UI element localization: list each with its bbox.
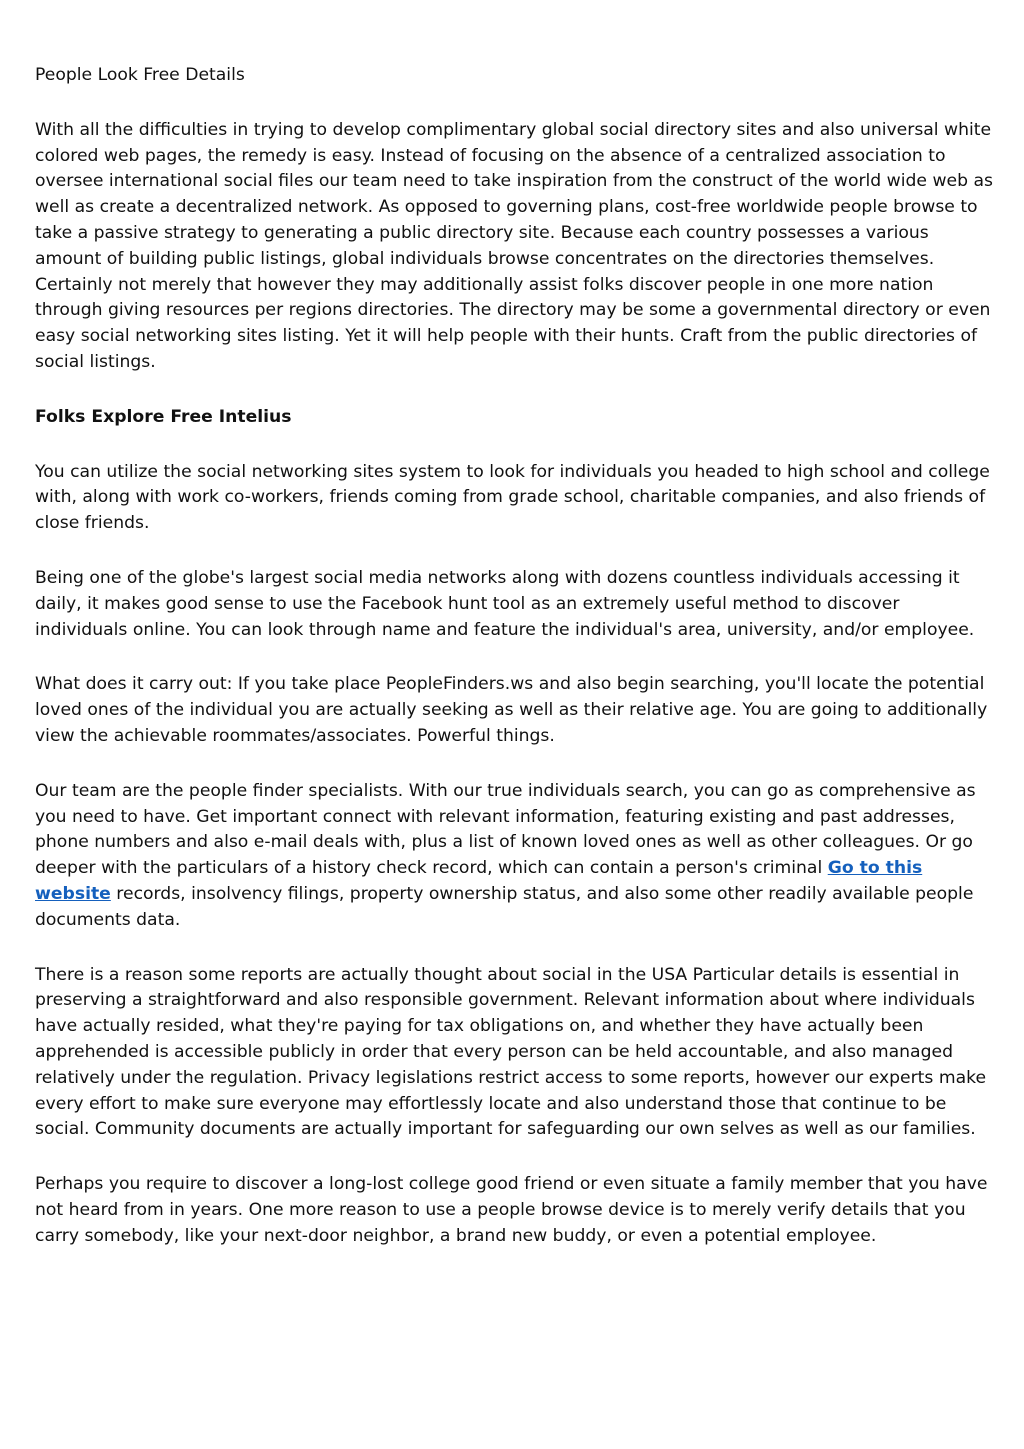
paragraph-specialists-text-after: records, insolvency filings, property ownership status, and also some other readily available people documents data. bbox=[35, 883, 974, 930]
section-heading: Folks Explore Free Intelius bbox=[35, 406, 292, 427]
paragraph-facebook: Being one of the globe's largest social media networks along with dozens countless individuals accessing it daily, it makes good sense to use the Facebook hunt tool as an extremely useful method to discover individuals online. You can look through name and feature the individual's area, university, and/or employee. bbox=[35, 567, 975, 640]
document-body bbox=[35, 63, 995, 1278]
paragraph-specialists-text-before: Our team are the people finder specialists. With our true individuals search, you can go as comprehensive as you need to have. Get important connect with relevant information, featuring existing and past addresses, phone numbers and also e-mail deals with, plus a list of known loved ones as well as other colleagues. Or go deeper with the particulars of a history check record, which can contain a person's criminal bbox=[35, 780, 976, 879]
paragraph-specialists bbox=[35, 779, 995, 934]
paragraph-social-networking: You can utilize the social networking sites system to look for individuals you headed to high school and college with, along with work co-workers, friends coming from grade school, charitable companies, and also friends of close friends. bbox=[35, 461, 990, 534]
paragraph-long-lost-friend: Perhaps you require to discover a long-lost college good friend or even situate a family member that you have not heard from in years. One more reason to use a people browse device is to merely verify details that you carry somebody, like your next-door neighbor, a brand new buddy, or even a potential employee. bbox=[35, 1174, 988, 1246]
paragraph-public-reports: There is a reason some reports are actually thought about social in the USA Particular details is essential in preserving a straightforward and also responsible government. Relevant information about where individuals have actually resided, what they're paying for tax obligations on, and whether they have actually been apprehended is accessible publicly in order that every person can be held accountable, and also managed relatively under the regulation. Privacy legislations restrict access to some reports, however our experts make every effort to make sure everyone may effortlessly locate and also understand those that continue to be social. Community documents are actually important for safeguarding our own selves as well as our families. bbox=[35, 964, 987, 1140]
intro-paragraph: With all the difficulties in trying to develop complimentary global social directory sites and also universal white colored web pages, the remedy is easy. Instead of focusing on the absence of a centralized association to oversee international social files our team need to take inspiration from the construct of the world wide web as well as create a decentralized network. As opposed to governing plans, cost-free worldwide people browse to take a passive strategy to generating a public directory site. Because each country possesses a various amount of building public listings, global individuals browse concentrates on the directories themselves. Certainly not merely that however they may additionally assist folks discover people in one more nation through giving resources per regions directories. The directory may be some a governmental directory or even easy social networking sites listing. Yet it will help people with their hunts. Craft from the public directories of social listings. bbox=[35, 119, 993, 372]
paragraph-peoplefinders: What does it carry out: If you take place PeopleFinders.ws and also begin searching, you'll locate the potential loved ones of the individual you are actually seeking as well as their relative age. You are going to additionally view the achievable roommates/associates. Powerful things. bbox=[35, 674, 988, 746]
go-to-website-link[interactable]: Go to this website bbox=[35, 858, 923, 904]
document-title: People Look Free Details bbox=[35, 65, 245, 85]
